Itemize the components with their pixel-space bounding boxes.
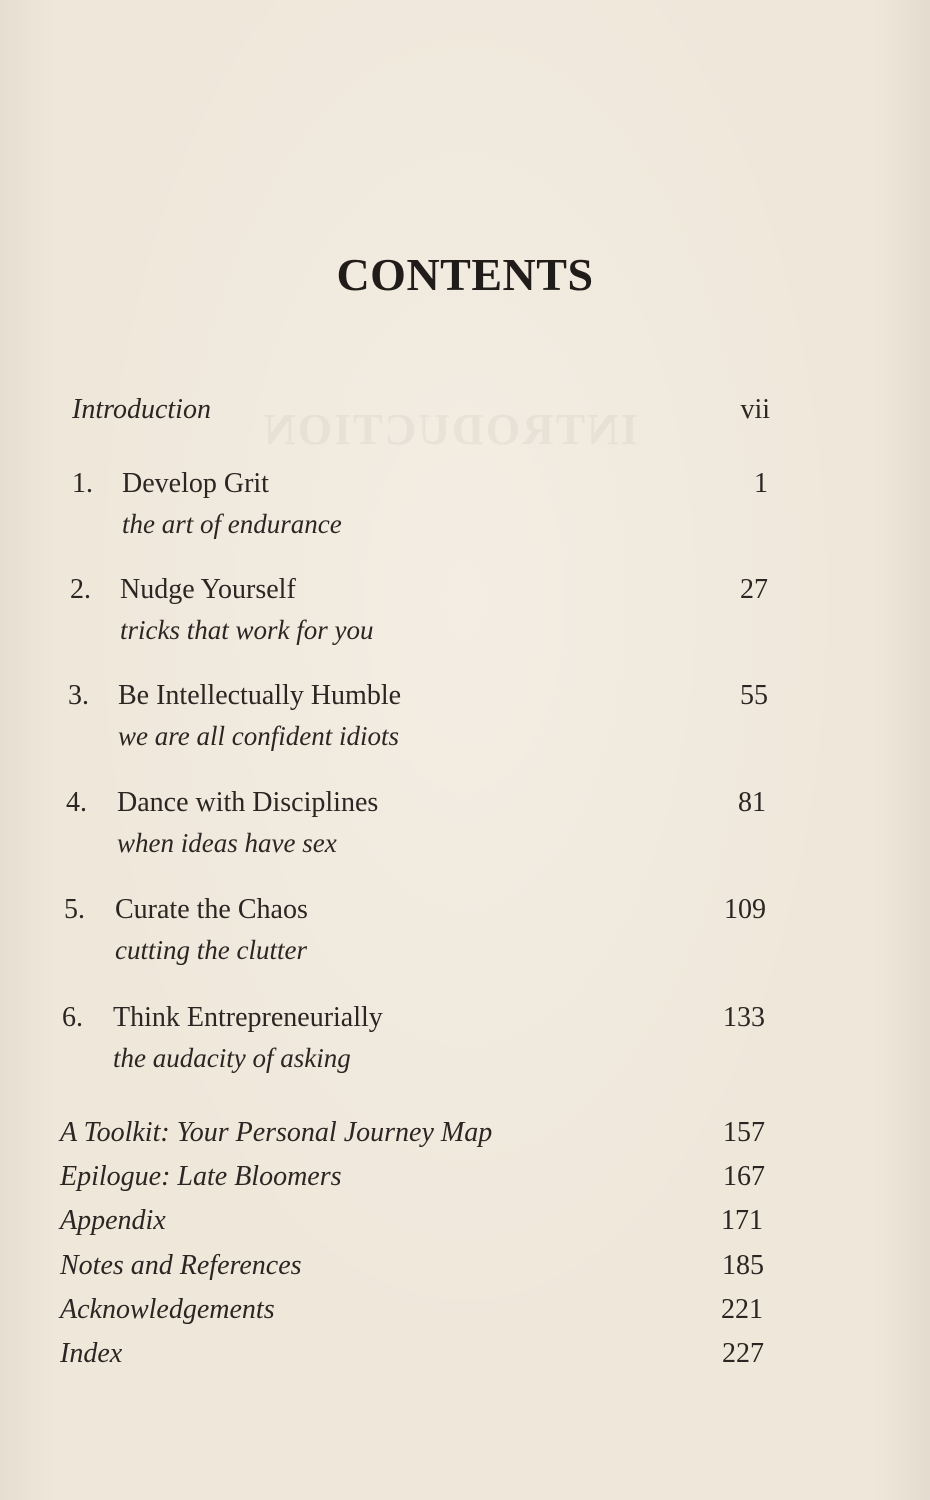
chapter-title: Develop Grit xyxy=(122,468,269,499)
chapter-subtitle: tricks that work for you xyxy=(120,615,374,645)
toc-back-matter-label: A Toolkit: Your Personal Journey Map xyxy=(60,1117,493,1148)
chapter-page: 1 xyxy=(754,468,768,499)
toc-back-matter-page: 171 xyxy=(721,1205,763,1236)
chapter-page: 81 xyxy=(738,787,766,818)
chapter-number: 3. xyxy=(68,680,89,711)
show-through-text: INTRODUCTION xyxy=(262,405,639,454)
chapter-page: 27 xyxy=(740,574,768,605)
chapter-page: 55 xyxy=(740,680,768,711)
page-title: CONTENTS xyxy=(336,249,594,300)
chapter-title: Be Intellectually Humble xyxy=(118,680,402,711)
toc-back-matter-page: 185 xyxy=(722,1250,764,1281)
toc-back-matter-label: Appendix xyxy=(60,1205,166,1236)
chapter-title: Curate the Chaos xyxy=(115,894,308,925)
toc-back-matter-label: Index xyxy=(60,1338,123,1369)
chapter-subtitle: the art of endurance xyxy=(122,509,342,539)
chapter-subtitle: when ideas have sex xyxy=(117,828,337,858)
toc-back-matter-page: 167 xyxy=(723,1161,765,1192)
chapter-number: 2. xyxy=(70,574,91,605)
toc-back-matter-page: 221 xyxy=(721,1294,763,1325)
chapter-number: 4. xyxy=(66,787,87,818)
toc-back-matter-page: 227 xyxy=(722,1338,764,1369)
chapter-subtitle: we are all confident idiots xyxy=(118,721,399,751)
chapter-title: Nudge Yourself xyxy=(120,574,296,605)
chapter-subtitle: the audacity of asking xyxy=(113,1043,351,1073)
toc-back-matter-label: Notes and References xyxy=(60,1250,302,1281)
chapter-number: 1. xyxy=(72,468,93,499)
chapter-subtitle: cutting the clutter xyxy=(115,935,307,965)
chapter-page: 109 xyxy=(724,894,766,925)
chapter-title: Dance with Disciplines xyxy=(117,787,379,818)
toc-back-matter-label: Epilogue: Late Bloomers xyxy=(60,1161,342,1192)
toc-back-matter-label: Acknowledgements xyxy=(60,1294,275,1325)
chapter-title: Think Entrepreneurially xyxy=(113,1002,383,1033)
toc-introduction-label: Introduction xyxy=(72,394,211,425)
chapter-page: 133 xyxy=(723,1002,765,1033)
toc-back-matter-page: 157 xyxy=(723,1117,765,1148)
toc-introduction-page: vii xyxy=(740,394,770,425)
chapter-number: 6. xyxy=(62,1002,83,1033)
chapter-number: 5. xyxy=(64,894,85,925)
